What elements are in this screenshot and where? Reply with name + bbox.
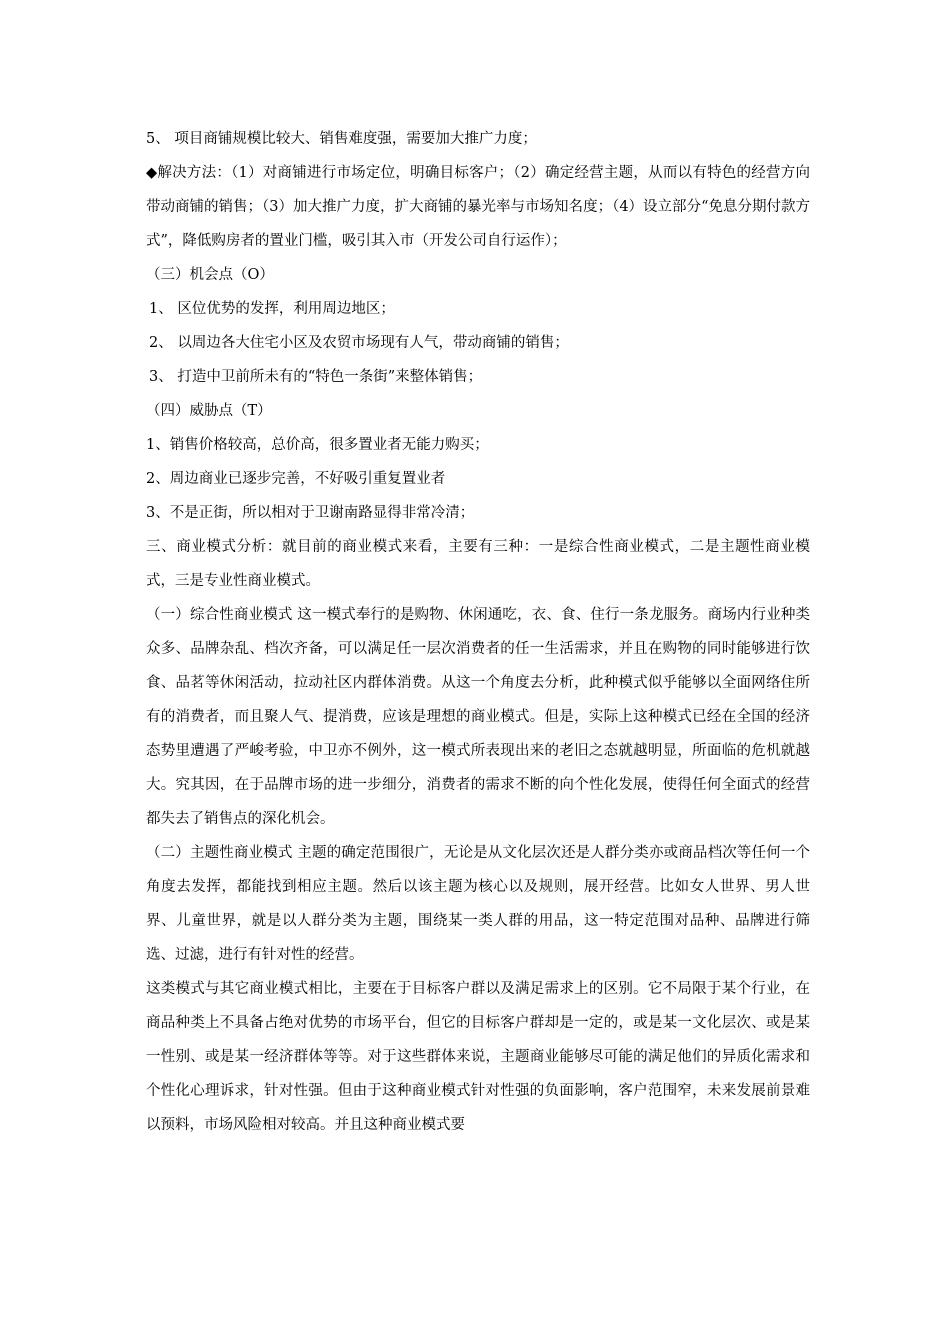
list-item-opportunity-3: 3、 打造中卫前所未有的“特色一条街”来整体销售； [149,369,483,385]
list-item-threat-3: 3、不是正街，所以相对于卫谢南路显得非常冷清； [146,505,475,521]
paragraph-theme-model: （二）主题性商业模式 主题的确定范围很广，无论是从文化层次还是人群分类亦或商品档次等任何一个角度去发挥，都能找到相应主题。然后以该主题为核心以及规则，展开经营。比如女人世界、男人世界、儿童世界，就是以人群分类为主题，围绕某一类人群的用品，这一特定范围对品种、品牌进行筛选、过滤，进行有针对性的经营。 [146,845,810,963]
document-body [146,122,810,1142]
heading-opportunities: （三）机会点（O） [146,267,274,283]
list-item-threat-2: 2、周边商业已逐步完善，不好吸引重复置业者 [146,471,446,487]
list-item-opportunity-2: 2、 以周边各大住宅小区及农贸市场现有人气，带动商铺的销售； [149,335,569,351]
heading-threats: （四）威胁点（T） [146,403,272,419]
list-item-opportunity-1: 1、 区位优势的发挥，利用周边地区； [149,301,395,317]
paragraph-item-5-difficulty: 5、 项目商铺规模比较大、销售难度强，需要加大推广力度； [146,131,537,147]
paragraph-theme-model-comparison: 这类模式与其它商业模式相比，主要在于目标客户群以及满足需求上的区别。它不局限于某个行业，在商品种类上不具备占绝对优势的市场平台，但它的目标客户群却是一定的，或是某一文化层次、或是某一性别、或是某一经济群体等等。对于这些群体来说，主题商业能够尽可能的满足他们的异质化需求和个性化心理诉求，针对性强。但由于这种商业模式针对性强的负面影响，客户范围窄，未来发展前景难以预料，市场风险相对较高。并且这种商业模式要 [146,981,810,1133]
list-item-threat-1: 1、销售价格较高，总价高，很多置业者无能力购买； [146,437,489,453]
paragraph-comprehensive-model: （一）综合性商业模式 这一模式奉行的是购物、休闲通吃，衣、食、住行一条龙服务。商场内行业种类众多、品牌杂乱、档次齐备，可以满足任一层次消费者的任一生活需求，并且在购物的同时能够进行饮食、品茗等休闲活动，拉动社区内群体消费。从这一个角度去分析，此种模式似乎能够以全面网络住所有的消费者，而且聚人气、提消费，应该是理想的商业模式。但是，实际上这种模式已经在全国的经济态势里遭遇了严峻考验，中卫亦不例外，这一模式所表现出来的老旧之态就越明显，所面临的危机就越大。究其因，在于品牌市场的进一步细分，消费者的需求不断的向个性化发展，使得任何全面式的经营都失去了销售点的深化机会。 [146,607,810,827]
paragraph-solution-methods: ◆解决方法：（1）对商铺进行市场定位，明确目标客户；（2）确定经营主题，从而以有特色的经营方向带动商铺的销售；（3）加大推广力度，扩大商铺的暴光率与市场知名度；（4）设立部分“免息分期付款方式”，降低购房者的置业门槛，吸引其入市（开发公司自行运作）； [146,165,810,249]
section-business-model-analysis: 三、商业模式分析：就目前的商业模式来看，主要有三种：一是综合性商业模式，二是主题性商业模式，三是专业性商业模式。 [146,539,810,589]
